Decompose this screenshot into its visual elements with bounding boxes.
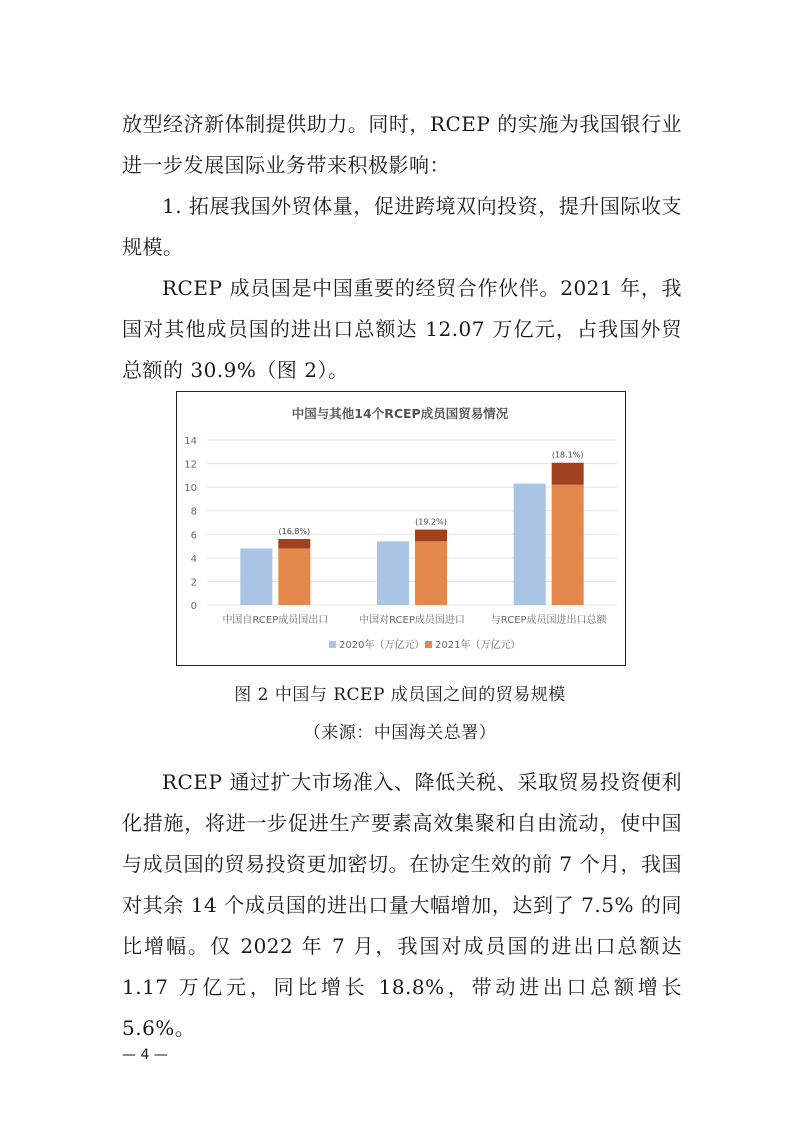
bar-2021-growth xyxy=(278,539,310,548)
chart-frame xyxy=(176,391,626,666)
figure-source: （来源：中国海关总署） xyxy=(303,723,497,743)
page-number: — 4 — xyxy=(122,1047,168,1063)
x-category-label: 与RCEP成员国进出口总额 xyxy=(490,615,607,626)
growth-label: (18.1%) xyxy=(551,450,584,460)
legend-label: 2020年（万亿元） xyxy=(339,640,425,651)
bar-2020 xyxy=(514,484,546,605)
growth-label: (19.2%) xyxy=(415,517,447,527)
bar-2020 xyxy=(377,541,409,605)
y-tick-label: 14 xyxy=(184,436,197,447)
paragraph-3: RCEP 成员国是中国重要的经贸合作伙伴。2021 年，我国对其他成员国的进出口总额达 12.07 万亿元，占我国外贸总额的 30.9%（图 2）。 xyxy=(122,276,682,382)
legend-label: 2021年（万亿元） xyxy=(435,640,521,651)
paragraph-4: RCEP 通过扩大市场准入、降低关税、采取贸易投资便利化措施，将进一步促进生产要素高效集聚和自由流动，使中国与成员国的贸易投资更加密切。在协定生效的前 7 个月，我国对其余 14 个成员国的进出口量大幅增加，达到了 7.5% 的同比增幅。仅 2022 年 7 月，我国对成员国的进出口总额达 1.17 万亿元，同比增长 18.8%，带动进出口总额增长 5.6%。 xyxy=(122,770,682,1040)
y-tick-label: 4 xyxy=(190,553,197,565)
growth-label: (16.8%) xyxy=(278,527,311,536)
bar-2021-growth xyxy=(552,463,584,485)
y-tick-label: 12 xyxy=(184,459,197,471)
trade-bar-chart xyxy=(177,392,624,664)
y-tick-label: 10 xyxy=(184,483,197,495)
y-tick-label: 6 xyxy=(190,530,197,542)
paragraph-2: 1. 拓展我国外贸体量，促进跨境双向投资，提升国际收支规模。 xyxy=(122,194,682,259)
bar-2021 xyxy=(415,541,447,605)
legend-swatch xyxy=(425,641,432,648)
bar-2021 xyxy=(278,548,310,605)
y-tick-label: 0 xyxy=(190,601,197,612)
bar-2021-growth xyxy=(415,530,447,542)
x-category-label: 中国对RCEP成员国进口 xyxy=(359,615,465,626)
chart-title: 中国与其他14个RCEP成员国贸易情况 xyxy=(291,406,509,421)
legend-swatch xyxy=(329,641,336,648)
y-tick-label: 2 xyxy=(190,577,197,589)
x-category-label: 中国自RCEP成员国出口 xyxy=(222,615,329,626)
y-tick-label: 8 xyxy=(190,506,197,518)
bar-2021 xyxy=(552,485,584,605)
figure-caption: 图 2 中国与 RCEP 成员国之间的贸易规模 xyxy=(234,685,566,705)
bar-2020 xyxy=(240,548,272,605)
paragraph-1: 放型经济新体制提供助力。同时，RCEP 的实施为我国银行业进一步发展国际业务带来积极影响： xyxy=(122,112,682,177)
